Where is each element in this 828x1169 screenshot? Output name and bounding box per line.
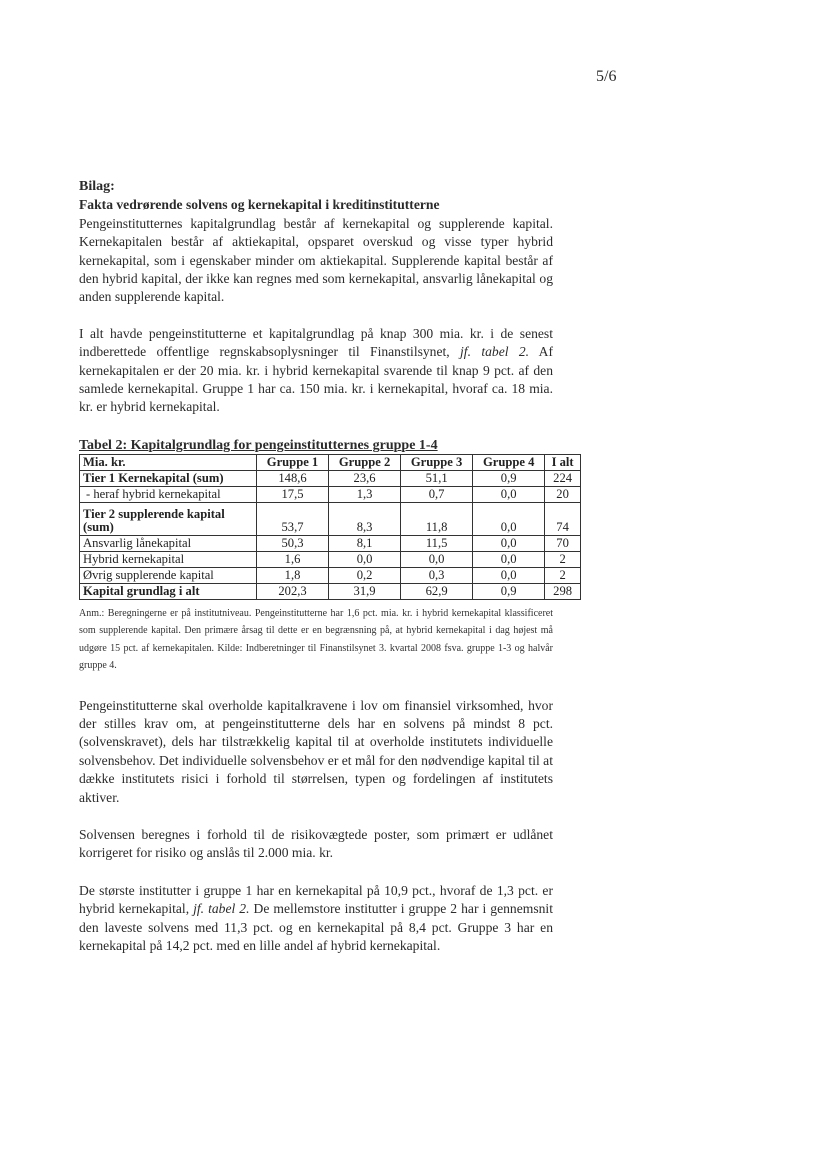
row-label: - heraf hybrid kernekapital — [80, 486, 257, 502]
row-label: Tier 2 supplerende kapital (sum) — [80, 502, 257, 535]
table-cell: 0,7 — [401, 486, 473, 502]
table-cell: 202,3 — [257, 583, 329, 599]
table-cell: 53,7 — [257, 502, 329, 535]
table-cell: 0,0 — [473, 535, 545, 551]
capital-table — [79, 454, 581, 600]
table-cell: 8,3 — [329, 502, 401, 535]
table-cell: 8,1 — [329, 535, 401, 551]
table-cell: 1,3 — [329, 486, 401, 502]
header-cell: I alt — [545, 454, 581, 470]
table-cell: 0,0 — [401, 551, 473, 567]
header-cell: Gruppe 4 — [473, 454, 545, 470]
table-note: Anm.: Beregningerne er på institutniveau. Pengeinstitutterne har 1,6 pct. mia. kr. i hybrid kernekapital klassificeret som supplerende kapital. Den primære årsag til dette er en begrænsning på, at hybrid kernekapital i dag højest må udgøre 15 pct. af kernekapitalen. Kilde: Indberetninger til Finanstilsynet 3. kvartal 2008 fsva. gruppe 1-3 og halvår gruppe 4. — [79, 607, 553, 672]
bilag-label: Bilag: — [79, 179, 115, 194]
table-cell: 50,3 — [257, 535, 329, 551]
row-label: Ansvarlig lånekapital — [80, 535, 257, 551]
table-cell: 0,9 — [473, 470, 545, 486]
header-cell: Gruppe 2 — [329, 454, 401, 470]
table-cell: 0,9 — [473, 583, 545, 599]
table-row — [80, 567, 581, 583]
paragraph-totals — [79, 325, 553, 417]
table-cell: 224 — [545, 470, 581, 486]
header-cell: Gruppe 3 — [401, 454, 473, 470]
paragraph-kapitalgrundlag: Pengeinstitutternes kapitalgrundlag består af kernekapital og supplerende kapital. Kernekapitalen består af aktiekapital, opsparet overskud og visse typer hybrid kernekapital, som i egenskaber minder om aktiekapital. Supplerende kapital består af den hybrid kapital, der ikke kan regnes med som kernekapital, ansvarlig lånekapital og anden supplerende kapital. — [79, 215, 553, 305]
paragraph-text: De mellemstore institutter i gruppe 2 har i gennemsnit den laveste solvens med 11,3 pct. og en kernekapital på 8,4 pct. Gruppe 3 har en kernekapital på 14,2 pct. med en lille andel af hybrid kernekapital. — [79, 901, 553, 953]
table-cell: 148,6 — [257, 470, 329, 486]
table-cell: 0,0 — [473, 567, 545, 583]
row-label: Hybrid kernekapital — [80, 551, 257, 567]
paragraph-solvens: Solvensen beregnes i forhold til de risikovægtede poster, som primært er udlånet korrigeret for risiko og anslås til 2.000 mia. kr. — [79, 826, 553, 861]
row-label: Tier 1 Kernekapital (sum) — [80, 470, 257, 486]
table-cell: 23,6 — [329, 470, 401, 486]
paragraph-text: Af kernekapitalen er der 20 mia. kr. i hybrid kernekapital svarende til knap 9 pct. af den samlede kernekapital. Gruppe 1 har ca. 150 mia. kr. i kernekapital, hvoraf ca. 18 mia. kr. er hybrid kernekapital. — [79, 344, 553, 415]
table-cell: 0,0 — [473, 486, 545, 502]
table-cell: 2 — [545, 551, 581, 567]
table-cell: 62,9 — [401, 583, 473, 599]
table-row — [80, 535, 581, 551]
table-row — [80, 486, 581, 502]
paragraph-text: I alt havde pengeinstitutterne et kapitalgrundlag på knap 300 mia. kr. i de senest indberettede offentlige regnskabsoplysninger til Finanstilsynet, — [79, 325, 553, 360]
header-cell: Gruppe 1 — [257, 454, 329, 470]
section-heading: Fakta vedrørende solvens og kernekapital i kreditinstitutterne — [79, 197, 440, 213]
table-cell: 70 — [545, 535, 581, 551]
table-cell: 0,0 — [473, 502, 545, 535]
table-cell: 74 — [545, 502, 581, 535]
table-reference: jf. tabel 2. — [460, 344, 530, 360]
page-number: 5/6 — [596, 68, 617, 85]
table-row — [80, 551, 581, 567]
table-cell: 0,0 — [329, 551, 401, 567]
table-cell: 1,6 — [257, 551, 329, 567]
paragraph-text: De største institutter i gruppe 1 har en kernekapital på 10,9 pct., hvoraf de 1,3 pct. er hybrid kernekapital, — [79, 882, 553, 917]
table-cell: 11,8 — [401, 502, 473, 535]
row-label: Kapital grundlag i alt — [80, 583, 257, 599]
table-reference: jf. tabel 2. — [193, 901, 250, 917]
paragraph-kapitalkrav: Pengeinstitutterne skal overholde kapitalkravene i lov om finansiel virksomhed, hvor der stilles krav om, at pengeinstitutterne dels har en solvens på mindst 8 pct. (solvenskravet), dels har tilstrækkelig kapital til at overholde institutets individuelle solvensbehov. Det individuelle solvensbehov er et mål for den nødvendige kapital til at dække institutets risici i forhold til størrelsen, typen og fordelingen af institutets aktiver. — [79, 697, 553, 805]
header-cell: Mia. kr. — [80, 454, 257, 470]
table-cell: 1,8 — [257, 567, 329, 583]
table-cell: 51,1 — [401, 470, 473, 486]
table-cell: 2 — [545, 567, 581, 583]
table-row — [80, 470, 581, 486]
paragraph-institutter — [79, 882, 553, 956]
table-cell: 20 — [545, 486, 581, 502]
table-cell: 17,5 — [257, 486, 329, 502]
table-cell: 298 — [545, 583, 581, 599]
document-body — [79, 178, 574, 955]
row-label: Øvrig supplerende kapital — [80, 567, 257, 583]
table-cell: 0,0 — [473, 551, 545, 567]
table-cell: 31,9 — [329, 583, 401, 599]
table-cell: 0,3 — [401, 567, 473, 583]
table-header-row — [80, 454, 581, 470]
table-cell: 11,5 — [401, 535, 473, 551]
table-cell: 0,2 — [329, 567, 401, 583]
table-row — [80, 502, 581, 535]
table-title: Tabel 2: Kapitalgrundlag for pengeinstitutternes gruppe 1-4 — [79, 437, 438, 453]
table-total-row — [80, 583, 581, 599]
